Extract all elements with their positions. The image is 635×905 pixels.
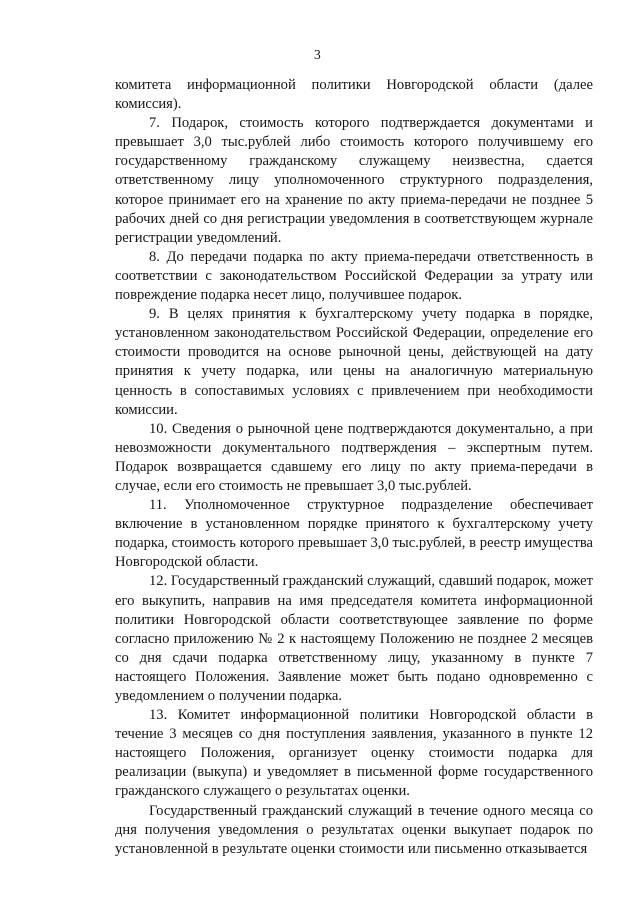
paragraph-8: 8. До передачи подарка по акту приема-передачи ответственность в соответствии с законодательством Российской Федерации за утрату или повреждение подарка несет лицо, получившее подарок. — [115, 248, 593, 304]
paragraph-12: 12. Государственный гражданский служащий, сдавший подарок, может его выкупить, направив на имя председателя комитета информационной политики Новгородской области соответствующее заявление по форме согласно приложению № 2 к настоящему Положению не позднее 2 месяцев со дня сдачи подарка ответственному лицу, указанному в пункте 7 настоящего Положения. Заявление может быть подано одновременно с уведомлением о получении подарка. — [115, 573, 593, 704]
paragraph-9: 9. В целях принятия к бухгалтерскому учету подарка в порядке, установленном законодательством Российской Федерации, определение его стоимости проводится на основе рыночной цены, действующей на дату принятия к учету подарка, или цены на аналогичную материальную ценность в сопоставимых условиях с привлечением при необходимости комиссии. — [115, 306, 593, 418]
paragraph-10: 10. Сведения о рыночной цене подтверждаются документально, а при невозможности документального подтверждения – экспертным путем. Подарок возвращается сдавшему его лицу по акту приема-передачи в случае, если его стоимость не превышает 3,0 тыс.рублей. — [115, 420, 593, 494]
document-body — [115, 76, 593, 859]
paragraph-7: 7. Подарок, стоимость которого подтверждается документами и превышает 3,0 тыс.рублей либо стоимость которого получившему его государственному гражданскому служащему неизвестна, сдается ответственному лицу уполномоченного структурного подразделения, которое принимает его на хранение по акту приема-передачи не позднее 5 рабочих дней со дня регистрации уведомления в соответствующем журнале регистрации уведомлений. — [115, 115, 593, 246]
paragraph-13-continuation: Государственный гражданский служащий в течение одного месяца со дня получения уведомления о результатах оценки выкупает подарок по установленной в результате оценки стоимости или письменно отказывается — [115, 802, 593, 857]
paragraph-11: 11. Уполномоченное структурное подразделение обеспечивает включение в установленном порядке принятого к бухгалтерскому учету подарка, стоимость которого превышает 3,0 тыс.рублей, в реестр имущества Новгородской области. — [115, 497, 593, 571]
paragraph-13: 13. Комитет информационной политики Новгородской области в течение 3 месяцев со дня поступления заявления, указанного в пункте 12 настоящего Положения, организует оценку стоимости подарка для реализации (выкупа) и уведомляет в письменной форме государственного гражданского служащего о результатах оценки. — [115, 707, 593, 800]
page-number: 3 — [314, 47, 321, 62]
paragraph-continuation: комитета информационной политики Новгородской области (далее комиссия). — [115, 77, 593, 113]
